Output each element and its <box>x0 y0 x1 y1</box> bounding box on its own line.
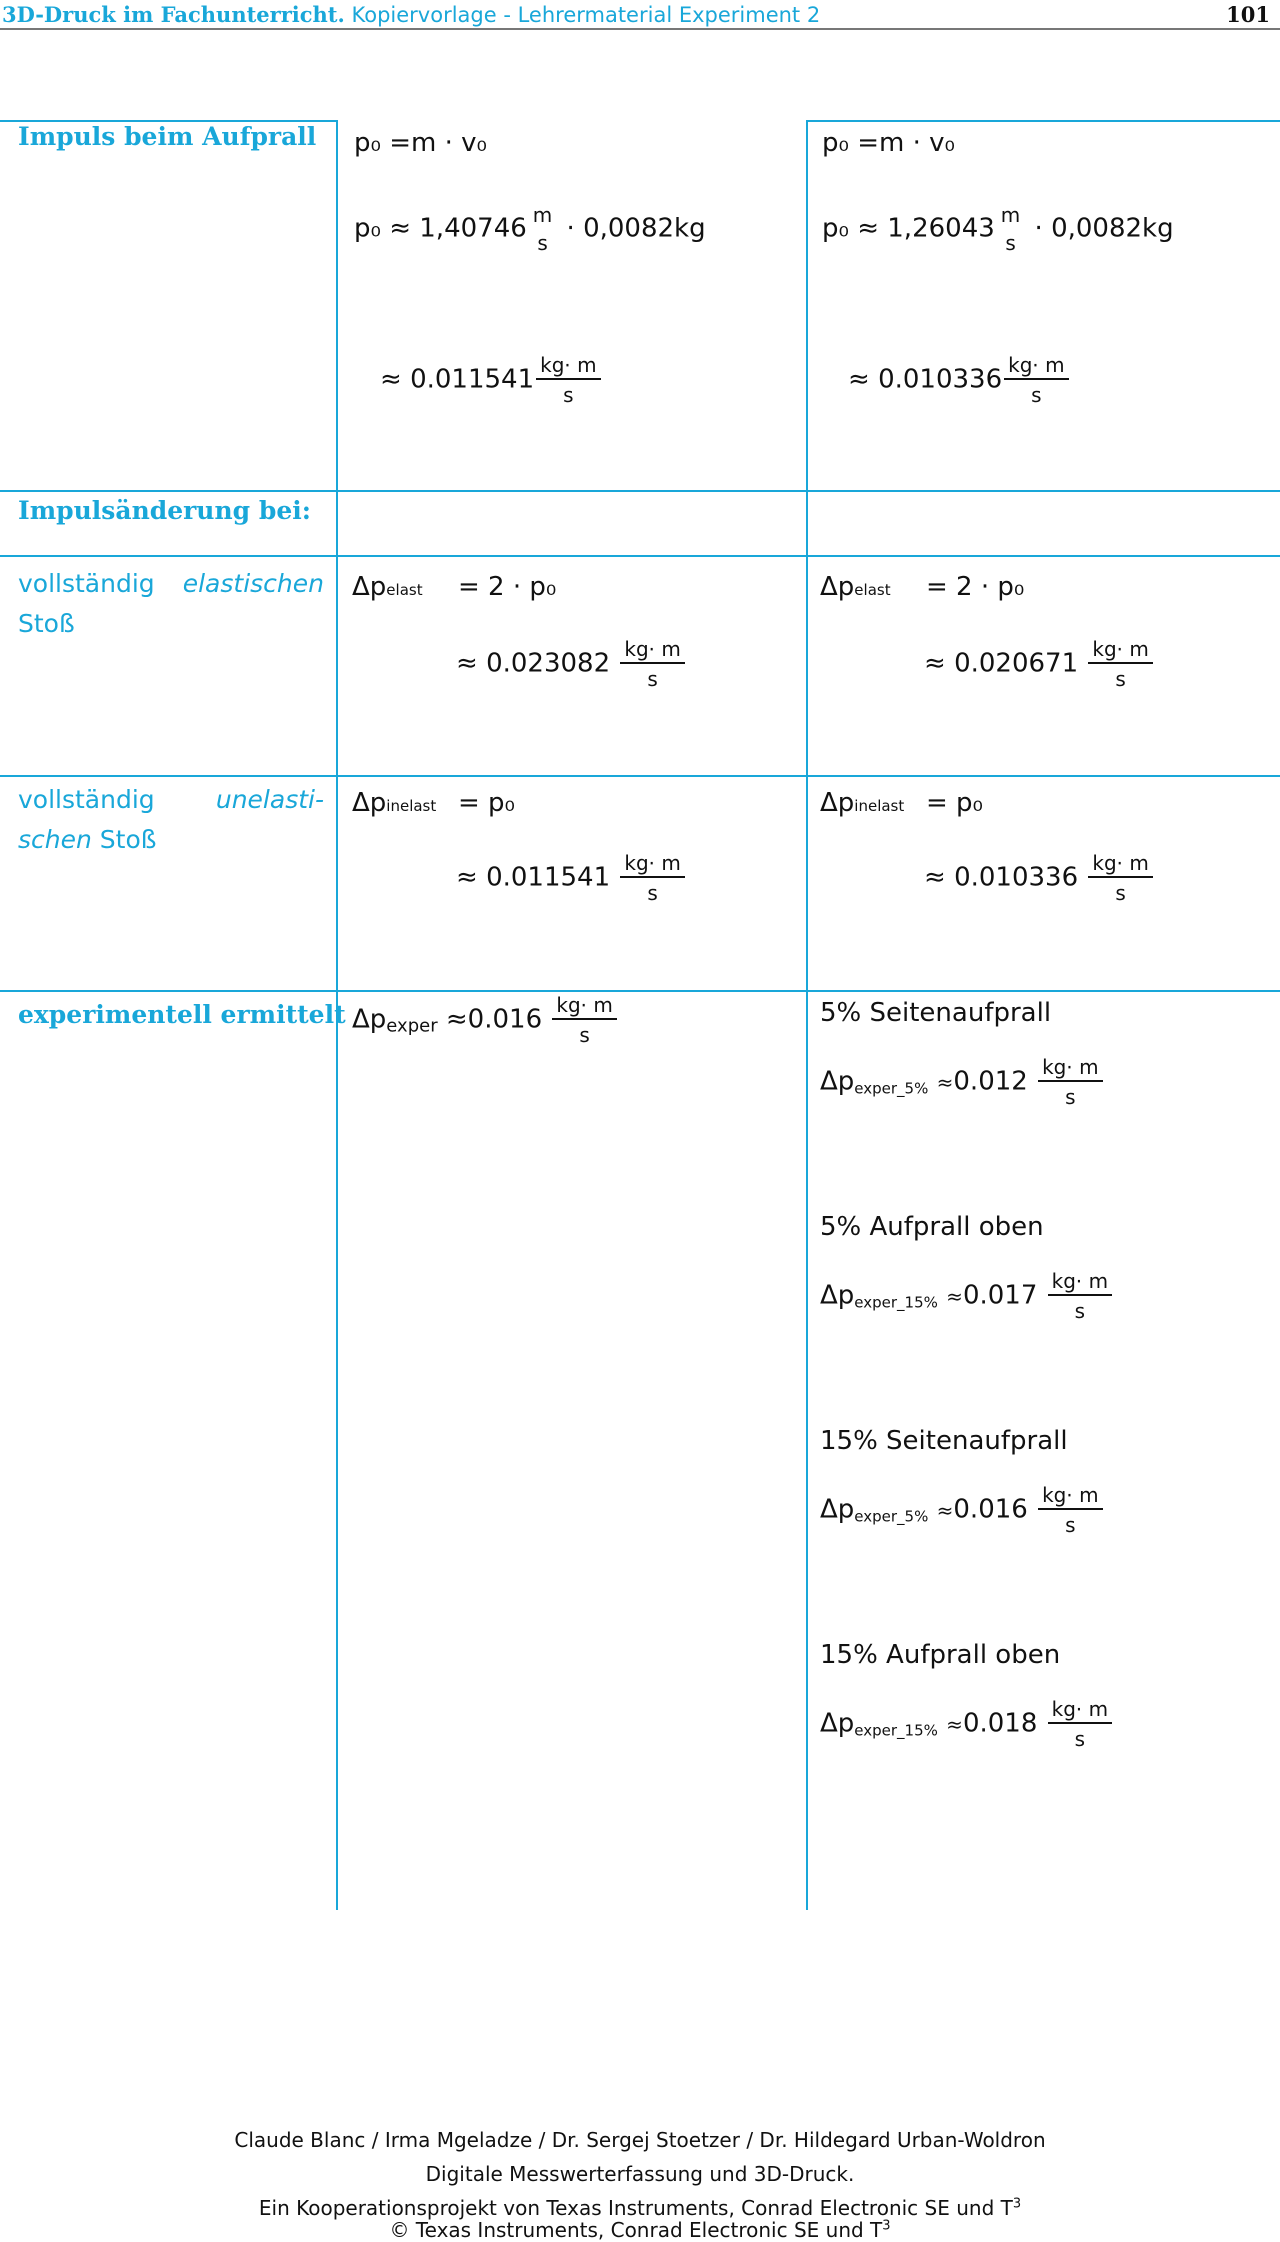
left-p0-value: 0.011541 <box>410 364 535 395</box>
left-elast-formula <box>352 570 423 607</box>
left-elast-rhs: = 2 ⋅ p₀ <box>458 572 557 602</box>
unit-numerator: kg⋅ m <box>536 354 600 380</box>
elastic-label-word3: Stoß <box>18 609 75 638</box>
inelast-subscript: inelast <box>386 797 437 815</box>
momentum-unit <box>620 852 684 904</box>
page-number: 101 <box>1226 2 1270 27</box>
exper-subscript: exper_5% <box>854 1079 929 1098</box>
header-title <box>2 2 820 27</box>
experiment-title: 5% Seitenaufprall <box>820 998 1052 1028</box>
footer-authors: Claude Blanc / Irma Mgeladze / Dr. Sergej Stoetzer / Dr. Hildegard Urban-Woldron <box>234 2128 1046 2152</box>
header-title-bold: 3D-Druck im Fachunterricht. <box>2 2 345 27</box>
experiment-result <box>820 1484 1260 1536</box>
grid-rule-row4 <box>0 775 1280 777</box>
momentum-unit <box>1048 1698 1112 1750</box>
right-p0-calc <box>822 204 1174 254</box>
experiment-result <box>820 1056 1260 1108</box>
grid-rule-row3 <box>0 555 1280 557</box>
left-p0-symbol: p₀ <box>354 213 381 244</box>
unit-denominator: s <box>1031 383 1042 407</box>
momentum-unit <box>1038 1056 1102 1108</box>
right-p0-formula: p₀ =m ⋅ v₀ <box>822 128 955 158</box>
approx-icon: ≈ <box>848 364 870 395</box>
unit-numerator: kg⋅ m <box>620 852 684 878</box>
unit-denominator: s <box>1074 1299 1086 1323</box>
unit-numerator: kg⋅ m <box>1038 1056 1102 1082</box>
footer-cooperation-sup: 3 <box>1012 2196 1022 2212</box>
exper-label: experimentell ermittelt <box>18 1000 346 1029</box>
footer-cooperation-text: Ein Kooperationsprojekt von Texas Instruments, Conrad Electronic SE und T <box>258 2196 1013 2220</box>
right-inelast-value: 0.010336 <box>954 862 1079 893</box>
experiment-title: 15% Aufprall oben <box>820 1640 1061 1670</box>
approx-icon: ≈ <box>857 213 879 244</box>
exper-subscript: exper <box>386 1015 438 1037</box>
momentum-unit <box>552 994 616 1046</box>
delta-p-symbol: Δp <box>820 788 855 818</box>
left-inelast-result <box>456 852 687 904</box>
momentum-unit <box>536 354 600 406</box>
experiment-result <box>820 1270 1260 1322</box>
inelast-subscript: inelast <box>854 797 905 815</box>
experiment-value: 0.016 <box>953 1494 1028 1525</box>
approx-icon: ≈ <box>946 1712 963 1737</box>
approx-icon: ≈ <box>380 364 402 395</box>
approx-icon: ≈ <box>389 213 411 244</box>
exper-subscript: exper_15% <box>854 1293 938 1312</box>
elast-subscript: elast <box>386 581 423 599</box>
delta-p-symbol: Δp <box>352 1004 387 1035</box>
left-exper-result <box>352 994 619 1046</box>
right-velocity-unit <box>997 204 1024 254</box>
header-title-rest: Kopiervorlage - Lehrermaterial Experiment 2 <box>344 3 821 27</box>
unit-denominator: s <box>579 1023 590 1047</box>
momentum-unit <box>1088 852 1152 904</box>
experiment-block <box>820 996 1260 1210</box>
right-inelast-rhs: = p₀ <box>926 788 983 818</box>
left-inelast-formula <box>352 786 436 823</box>
left-p0-result <box>380 354 603 406</box>
delta-p-symbol: Δp <box>820 1494 855 1525</box>
inelastic-label <box>18 780 324 860</box>
exper-subscript: exper_15% <box>854 1721 938 1740</box>
left-velocity: 1,40746 <box>419 213 527 244</box>
approx-icon: ≈ <box>445 1004 468 1035</box>
experiment-block <box>820 1638 1260 1852</box>
grid-rule-row2 <box>0 490 1280 492</box>
unit-denominator: s <box>1005 231 1016 255</box>
right-elast-rhs: = 2 ⋅ p₀ <box>926 572 1025 602</box>
approx-icon: ≈ <box>456 862 478 893</box>
change-label: Impulsänderung bei: <box>18 496 311 525</box>
unit-denominator: s <box>563 383 574 407</box>
inelastic-label-word4: Stoß <box>91 825 157 854</box>
footer-subtitle: Digitale Messwerterfassung und 3D-Druck. <box>425 2162 855 2186</box>
unit-numerator: m <box>1000 203 1021 227</box>
right-velocity: 1,26043 <box>887 213 995 244</box>
unit-numerator: kg⋅ m <box>1088 638 1152 664</box>
footer-copyright-sup: 3 <box>882 2218 891 2234</box>
experiment-list <box>820 996 1260 1852</box>
left-exper-value: 0.016 <box>467 1004 543 1035</box>
momentum-unit <box>1004 354 1068 406</box>
delta-p-symbol: Δp <box>820 1066 855 1097</box>
experiment-result <box>820 1698 1260 1750</box>
impuls-label: Impuls beim Aufprall <box>18 122 317 151</box>
right-elast-formula <box>820 570 891 607</box>
experiment-value: 0.012 <box>953 1066 1028 1097</box>
experiment-title: 5% Aufprall oben <box>820 1212 1044 1242</box>
unit-denominator: s <box>647 667 658 691</box>
unit-denominator: s <box>1074 1727 1086 1751</box>
unit-denominator: s <box>1115 667 1126 691</box>
unit-denominator: s <box>1115 881 1126 905</box>
footer-copyright <box>0 2218 1280 2242</box>
inelastic-label-word1: vollständig <box>18 785 155 814</box>
unit-denominator: s <box>537 231 548 255</box>
experiment-value: 0.018 <box>962 1708 1038 1739</box>
experiment-block <box>820 1424 1260 1638</box>
right-p0-value: 0.010336 <box>878 364 1003 395</box>
left-inelast-value: 0.011541 <box>486 862 611 893</box>
momentum-unit <box>620 638 684 690</box>
left-velocity-unit <box>529 204 556 254</box>
unit-numerator: kg⋅ m <box>620 638 684 664</box>
right-elast-value: 0.020671 <box>954 648 1079 679</box>
elastic-label-word1: vollständig <box>18 569 155 598</box>
grid-rule-row1-right <box>806 120 1280 122</box>
momentum-unit <box>1038 1484 1102 1536</box>
header-rule <box>0 28 1280 30</box>
left-mass: ⋅ 0,0082kg <box>566 213 706 244</box>
approx-icon: ≈ <box>924 648 946 679</box>
unit-numerator: kg⋅ m <box>1048 1270 1112 1296</box>
experiment-title: 15% Seitenaufprall <box>820 1426 1068 1456</box>
right-inelast-formula <box>820 786 904 823</box>
approx-icon: ≈ <box>936 1070 954 1095</box>
unit-numerator: kg⋅ m <box>1038 1484 1102 1510</box>
right-p0-result <box>848 354 1071 406</box>
delta-p-symbol: Δp <box>820 572 855 602</box>
left-p0-calc <box>354 204 706 254</box>
footer-cooperation <box>0 2196 1280 2220</box>
delta-p-symbol: Δp <box>820 1280 855 1311</box>
unit-numerator: kg⋅ m <box>1088 852 1152 878</box>
approx-icon: ≈ <box>924 862 946 893</box>
left-elast-value: 0.023082 <box>486 648 611 679</box>
inelastic-label-word3: schen <box>18 825 92 854</box>
right-elast-result <box>924 638 1155 690</box>
unit-denominator: s <box>1065 1085 1076 1109</box>
right-inelast-result <box>924 852 1155 904</box>
experiment-block <box>820 1210 1260 1424</box>
elast-subscript: elast <box>854 581 891 599</box>
elastic-label-word2: elastischen <box>182 569 324 598</box>
delta-p-symbol: Δp <box>820 1708 855 1739</box>
grid-rule-row5 <box>0 990 1280 992</box>
left-p0-formula: p₀ =m ⋅ v₀ <box>354 128 487 158</box>
unit-numerator: kg⋅ m <box>1048 1698 1112 1724</box>
approx-icon: ≈ <box>456 648 478 679</box>
unit-denominator: s <box>1065 1513 1076 1537</box>
momentum-unit <box>1048 1270 1112 1322</box>
delta-p-symbol: Δp <box>352 572 387 602</box>
unit-denominator: s <box>647 881 658 905</box>
grid-divider-col2 <box>806 120 808 1910</box>
right-mass: ⋅ 0,0082kg <box>1034 213 1174 244</box>
delta-p-symbol: Δp <box>352 788 387 818</box>
inelastic-label-word2: unelasti- <box>215 785 324 814</box>
left-elast-result <box>456 638 687 690</box>
right-p0-symbol: p₀ <box>822 213 849 244</box>
experiment-value: 0.017 <box>962 1280 1038 1311</box>
approx-icon: ≈ <box>936 1498 954 1523</box>
exper-subscript: exper_5% <box>854 1507 929 1526</box>
unit-numerator: kg⋅ m <box>1004 354 1068 380</box>
elastic-label <box>18 564 324 644</box>
momentum-unit <box>1088 638 1152 690</box>
left-inelast-rhs: = p₀ <box>458 788 515 818</box>
unit-numerator: kg⋅ m <box>552 994 616 1020</box>
page-header <box>0 0 1280 28</box>
approx-icon: ≈ <box>946 1284 963 1309</box>
unit-numerator: m <box>532 203 553 227</box>
footer-copyright-text: © Texas Instruments, Conrad Electronic SE und T <box>389 2218 883 2242</box>
